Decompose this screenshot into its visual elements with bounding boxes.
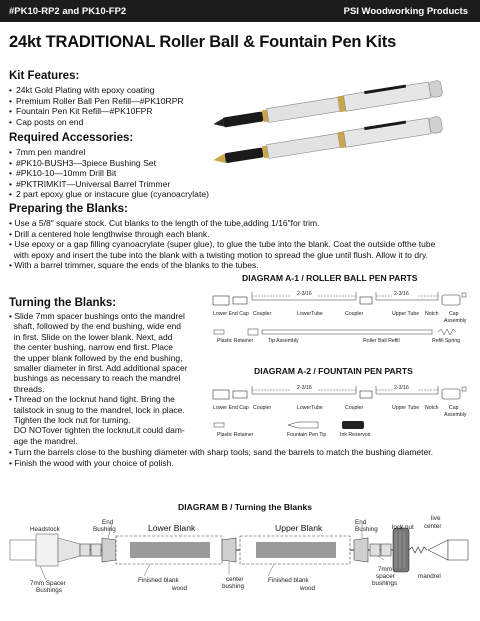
brand-name: PSI Woodworking Products: [343, 6, 468, 17]
list-item: • Premium Roller Ball Pen Refill—#PK10RPR: [9, 96, 184, 107]
spacer-left-label-2: Bushings: [36, 587, 62, 594]
text-line: tailstock in snug to the mandrel, lock in place.: [9, 404, 185, 415]
mandrel-label: mandrel: [418, 573, 441, 580]
spacer-right-label-1: 7mm: [378, 566, 392, 573]
text-line: with epoxy and insert the tube into the blank with a twisting motion to spread the glue until flush. Allow it to dry.: [9, 249, 428, 260]
list-item: • #PK10-10—10mm Drill Bit: [9, 168, 209, 179]
text-line: • Turn the barrels close to the bushing diameter with sharp tools; sand the barrels to match the bushing diameter.: [9, 447, 433, 457]
text-line: the center bushing, narrow end first. Place: [9, 342, 173, 353]
page-title: 24kt TRADITIONAL Roller Ball & Fountain Pen Kits: [9, 33, 397, 51]
lower-blank-label: Lower Blank: [148, 523, 196, 533]
text-line: • Slide 7mm spacer bushings onto the mandrel: [9, 311, 185, 321]
text-line: the upper blank followed by the end bushing,: [9, 352, 183, 363]
a2-label: Lower End Cap: [213, 405, 249, 411]
text-line: • Finish the wood with your choice of polish.: [9, 457, 174, 468]
text-line: bushings as necessary to reach the mandrel: [9, 373, 181, 384]
list-item: • 24kt Gold Plating with epoxy coating: [9, 85, 184, 96]
diagram-a1-refill: [210, 325, 470, 339]
list-item: • Fountain Pen Kit Refill—#PK10FPR: [9, 106, 184, 117]
a1-label: Tip Assembly: [268, 338, 299, 344]
a2-dim-1: 2-3/16: [297, 385, 312, 391]
a2-label: Fountain Pen Tip: [287, 432, 327, 438]
list-item: • 7mm pen mandrel: [9, 147, 209, 158]
a1-label: Plastic Retainer: [217, 338, 254, 344]
end-bushing-left-label-1: End: [102, 519, 114, 526]
live-center-label-2: center: [424, 523, 442, 530]
end-bushing-left-label-2: Bushing: [93, 526, 116, 533]
text-line: • Drill a centered hole lengthwise through each blank.: [9, 228, 210, 239]
a2-label: Upper Tube: [392, 405, 420, 411]
finished-blank-2-label: Finished blank: [268, 577, 309, 584]
end-bushing-right-label-2: Bushing: [355, 526, 378, 533]
turning-text-full: [9, 447, 433, 468]
spacer-right-label-3: bushings: [372, 580, 398, 587]
lock-nut-label: lock nut: [392, 524, 414, 531]
a1-label: LowerTube: [297, 311, 323, 317]
a1-label: Assembly: [444, 318, 467, 324]
finished-blank-2-wood: wood: [300, 585, 316, 592]
upper-blank-label: Upper Blank: [275, 523, 323, 533]
a2-dim-2: 2-3/16: [394, 385, 409, 391]
preparing-text: [9, 218, 435, 271]
accessories-heading: Required Accessories:: [9, 132, 134, 144]
text-line: • Use a 5/8" square stock. Cut blanks to the length of the tube,adding 1/16"for trim.: [9, 218, 320, 228]
a1-label: Coupler: [253, 311, 272, 317]
list-item: • #PK10-BUSH3—3piece Bushing Set: [9, 158, 209, 169]
accessories-list: [9, 147, 209, 200]
turning-heading: Turning the Blanks:: [9, 297, 117, 309]
center-bushing-label-2: bushing: [222, 583, 245, 590]
text-line: Tighten the lock nut for turning.: [9, 415, 131, 426]
finished-blank-1-label: Finished blank: [138, 577, 179, 584]
a1-label: Notch: [425, 311, 439, 317]
text-line: smaller diameter in first. Add additional spacer: [9, 363, 188, 374]
diagram-a1-title: DIAGRAM A-1 / ROLLER BALL PEN PARTS: [242, 273, 418, 283]
a2-label: Ink Reservoir: [340, 432, 371, 438]
text-line: • Use epoxy or a gap filling cyanoacrylate (super glue), to glue the tube into the blank. Coat the outside ofthe tube: [9, 239, 436, 250]
a1-label: Coupler: [345, 311, 364, 317]
diagram-b-mandrel: [0, 520, 480, 620]
a1-label: Refill Spring: [432, 338, 460, 344]
diagram-b-title: DIAGRAM B / Turning the Blanks: [178, 502, 312, 512]
spacer-right-label-2: spacer: [376, 573, 395, 580]
a1-label: Cap: [449, 311, 459, 317]
a1-label: Lower End Cap: [213, 311, 249, 317]
a2-label: LowerTube: [297, 405, 323, 411]
live-center-label-1: live: [431, 515, 441, 522]
diagram-a2-title: DIAGRAM A-2 / FOUNTAIN PEN PARTS: [254, 366, 413, 376]
text-line: threads.: [9, 383, 45, 394]
kit-features-heading: Kit Features:: [9, 70, 80, 82]
pen-illustrations: [208, 76, 463, 166]
text-line: age the mandrel.: [9, 435, 78, 446]
list-item: • Cap posts on end: [9, 117, 184, 128]
text-line: shaft, followed by the end bushing, wide end: [9, 321, 182, 332]
spacer-left-label-1: 7mm Spacer: [30, 580, 66, 587]
a1-dim-2: 2-3/16: [394, 291, 409, 297]
a1-label: Upper Tube: [392, 311, 420, 317]
text-line: DO NOTover tighten the locknut,it could dam-: [9, 425, 185, 436]
diagram-a2-tip: [210, 418, 410, 432]
a2-label: Plastic Retainer: [217, 432, 254, 438]
kit-features-list: [9, 85, 184, 127]
finished-blank-1-wood: wood: [172, 585, 188, 592]
a2-label: Notch: [425, 405, 439, 411]
text-line: • With a barrel trimmer, square the ends of the blanks to the tubes.: [9, 260, 259, 271]
text-line: • Thread on the locknut hand tight. Bring the: [9, 394, 175, 405]
list-item: • 2 part epoxy glue or instacure glue (cyanoacrylate): [9, 189, 209, 200]
a2-label: Coupler: [253, 405, 272, 411]
a1-label: Roller Ball Refill: [363, 338, 400, 344]
header-bar: [0, 0, 480, 22]
a1-dim-1: 2-3/16: [297, 291, 312, 297]
preparing-heading: Preparing the Blanks:: [9, 203, 128, 215]
a2-label: Assembly: [444, 412, 467, 418]
a2-label: Cap: [449, 405, 459, 411]
center-bushing-label-1: center: [226, 576, 244, 583]
text-line: in first. Slide on the lower blank. Next, add: [9, 331, 173, 342]
a2-label: Coupler: [345, 405, 364, 411]
end-bushing-right-label-1: End: [355, 519, 367, 526]
list-item: • #PKTRIMKIT—Universal Barrel Trimmer: [9, 179, 209, 190]
headstock-label: Headstock: [30, 526, 60, 533]
product-codes: #PK10-RP2 and PK10-FP2: [9, 6, 127, 17]
turning-text: [9, 311, 188, 446]
